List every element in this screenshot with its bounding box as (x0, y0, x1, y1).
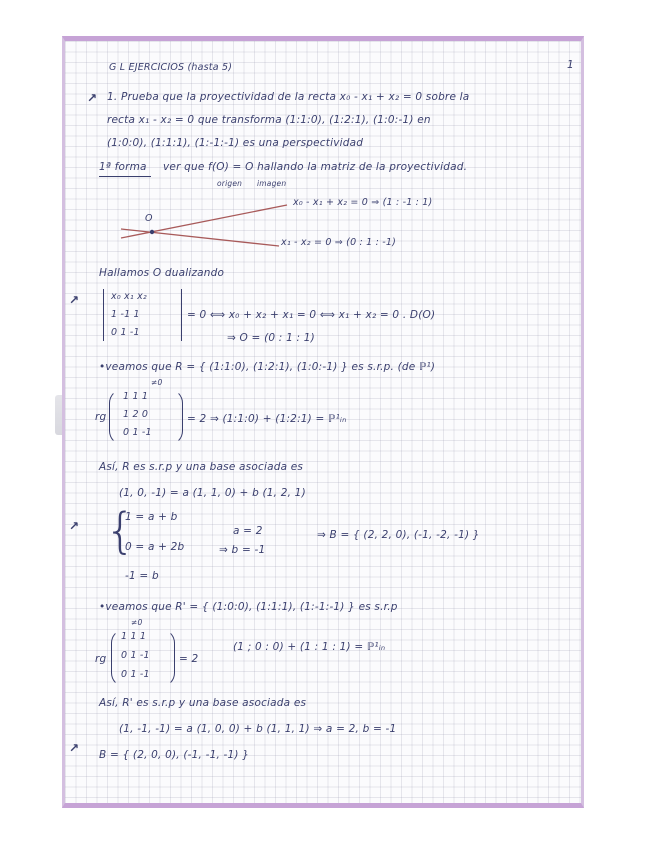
line-1-label: x₀ - x₁ + x₂ = 0 ⇒ (1 : -1 : 1) (293, 197, 433, 208)
problem-line-3: (1:0:0), (1:1:1), (1:-1:-1) es una perspectividad (107, 137, 364, 149)
rp-matrix-row-3: 0 1 -1 (121, 669, 150, 680)
r-claim: •veamos que R = { (1:1:0), (1:2:1), (1:0:-1) } es s.r.p. (de ℙ¹) (99, 361, 436, 373)
det-row-2: 1 -1 1 (111, 309, 140, 320)
rp-neq-note: ≠0 (131, 618, 143, 627)
r-basis: ⇒ B = { (2, 2, 0), (-1, -2, -1) } (317, 529, 480, 541)
line-2 (121, 229, 279, 246)
method-title: 1ª forma (99, 161, 147, 173)
point-label-o: O (145, 213, 153, 224)
problem-line-2: recta x₁ - x₂ = 0 que transforma (1:1:0), (1:2:1), (1:0:-1) en (107, 114, 431, 126)
rp-asi: Así, R' es s.r.p y una base asociada es (99, 697, 307, 709)
origin-note: origen (217, 179, 243, 188)
image-note: imagen (257, 179, 287, 188)
dual-equation: = 0 ⟺ x₀ + x₂ + x₁ = 0 ⟺ x₁ + x₂ = 0 . D(O) (187, 309, 436, 321)
check-mark-icon: ↗ (69, 519, 80, 533)
r-rg: rg (95, 411, 107, 423)
r-combination: (1, 0, -1) = a (1, 1, 0) + b (1, 2, 1) (119, 487, 306, 499)
intersection-point (150, 230, 154, 234)
r-matrix-row-2: 1 2 0 (123, 409, 149, 420)
det-row-3: 0 1 -1 (111, 327, 140, 338)
rp-combination: (1, -1, -1) = a (1, 0, 0) + b (1, 1, 1) ⇒ a = 2, b = -1 (119, 723, 397, 735)
solution-b: ⇒ b = -1 (219, 544, 266, 556)
problem-line-1: 1. Prueba que la proyectividad de la recta x₀ - x₁ + x₂ = 0 sobre la (107, 91, 470, 103)
page-number: 1 (567, 59, 574, 71)
det-row-1: x₀ x₁ x₂ (111, 291, 147, 302)
r-rank: = 2 ⇒ (1:1:0) + (1:2:1) = ℙ¹ᵢₙ (187, 413, 347, 425)
page-title: G L EJERCICIOS (hasta 5) (109, 62, 233, 73)
method-text: ver que f(O) = O hallando la matriz de la proyectividad. (163, 161, 468, 173)
rp-rg: rg (95, 653, 107, 665)
system-eq-2: 0 = a + 2b (125, 541, 185, 553)
check-mark-icon: ↗ (69, 293, 80, 307)
determinant-left-bar (103, 289, 104, 341)
system-brace-icon: { (105, 503, 136, 559)
rp-matrix-row-1: 1 1 1 (121, 631, 147, 642)
rp-rank: = 2 (179, 653, 199, 665)
check-mark-icon: ↗ (69, 741, 80, 755)
dual-heading: Hallamos O dualizando (99, 267, 225, 279)
line-2-label: x₁ - x₂ = 0 ⇒ (0 : 1 : -1) (281, 237, 397, 248)
check-mark-icon: ↗ (87, 91, 98, 105)
rp-matrix-row-2: 0 1 -1 (121, 650, 150, 661)
dual-result: ⇒ O = (0 : 1 : 1) (227, 332, 315, 344)
r-neq-note: ≠0 (151, 378, 163, 387)
r-matrix-row-3: 0 1 -1 (123, 427, 152, 438)
solution-a: a = 2 (233, 525, 263, 537)
notebook-page (62, 36, 584, 808)
rp-basis: B = { (2, 0, 0), (-1, -1, -1) } (99, 749, 250, 761)
r-asi: Así, R es s.r.p y una base asociada es (99, 461, 304, 473)
determinant-right-bar (181, 289, 182, 341)
rp-claim: •veamos que R' = { (1:0:0), (1:1:1), (1:-1:-1) } es s.r.p (99, 601, 398, 613)
system-eq-1: 1 = a + b (125, 511, 178, 523)
system-eq-3: -1 = b (125, 570, 159, 582)
rp-span: (1 ; 0 : 0) + (1 : 1 : 1) = ℙ¹ᵢₙ (233, 641, 386, 653)
r-matrix-row-1: 1 1 1 (123, 391, 149, 402)
